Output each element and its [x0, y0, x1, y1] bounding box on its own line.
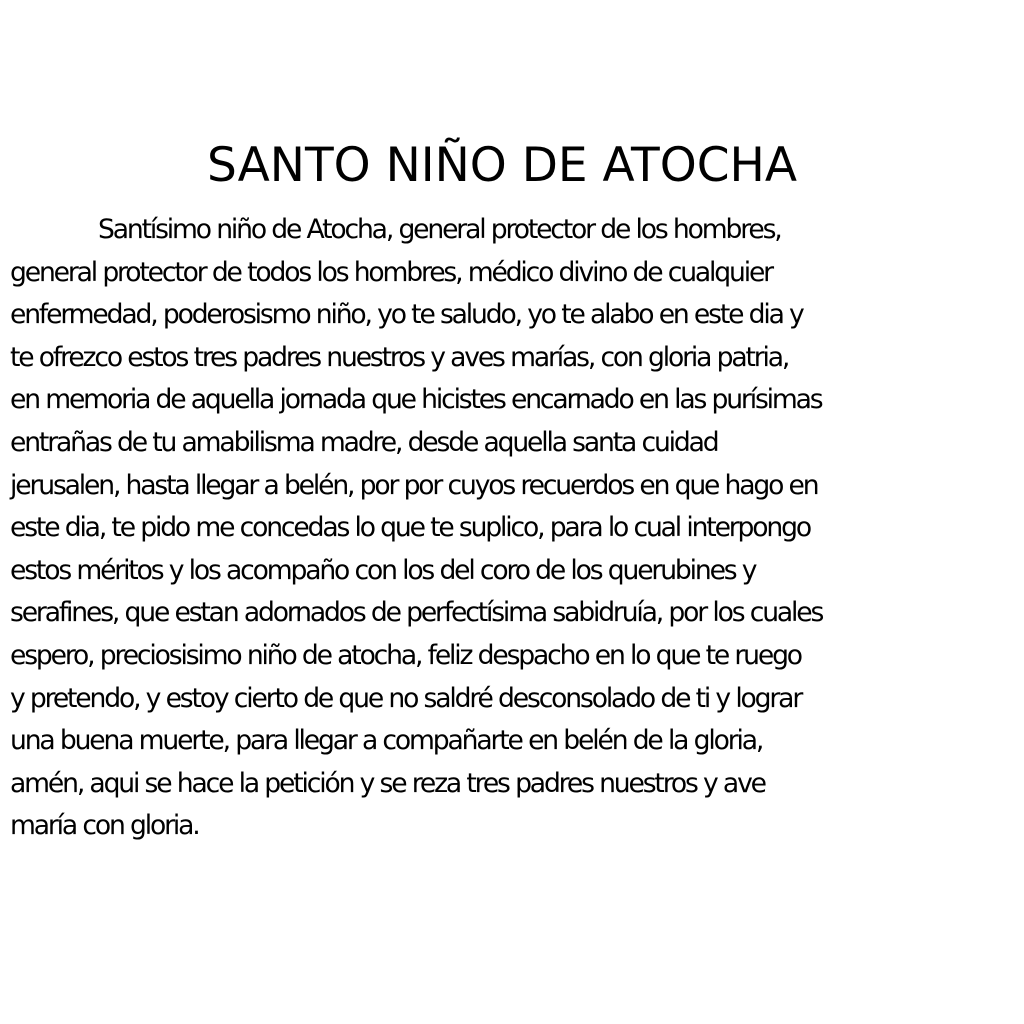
prayer-line: te ofrezco estos tres padres nuestros y aves marías, con gloria patria, [10, 341, 789, 373]
prayer-line: serafines, que estan adornados de perfectísima sabidruía, por los cuales [10, 597, 823, 629]
document-title: SANTO NIÑO DE ATOCHA [206, 138, 798, 194]
prayer-line: este dia, te pido me concedas lo que te suplico, para lo cual interpongo [10, 512, 810, 544]
prayer-line: enfermedad, poderosismo niño, yo te saludo, yo te alabo en este dia y [10, 299, 803, 331]
prayer-line: espero, preciosisimo niño de atocha, feliz despacho en lo que te ruego [10, 639, 801, 671]
prayer-line: en memoria de aquella jornada que hicistes encarnado en las purísimas [10, 384, 822, 416]
prayer-line: general protector de todos los hombres, médico divino de cualquier [10, 256, 772, 288]
prayer-line: una buena muerte, para llegar a compañarte en belén de la gloria, [10, 725, 763, 757]
prayer-line: maría con gloria. [10, 810, 199, 842]
prayer-line: Santísimo niño de Atocha, general protector de los hombres, [98, 214, 781, 245]
prayer-line: entrañas de tu amabilisma madre, desde aquella santa cuidad [10, 426, 718, 458]
prayer-body [10, 209, 1020, 848]
prayer-line: y pretendo, y estoy cierto de que no saldré desconsolado de ti y lograr [10, 682, 802, 714]
prayer-line: estos méritos y los acompaño con los del coro de los querubines y [10, 554, 756, 586]
prayer-line: jerusalen, hasta llegar a belén, por por cuyos recuerdos en que hago en [10, 469, 818, 501]
prayer-line: amén, aqui se hace la petición y se reza tres padres nuestros y ave [10, 767, 765, 799]
